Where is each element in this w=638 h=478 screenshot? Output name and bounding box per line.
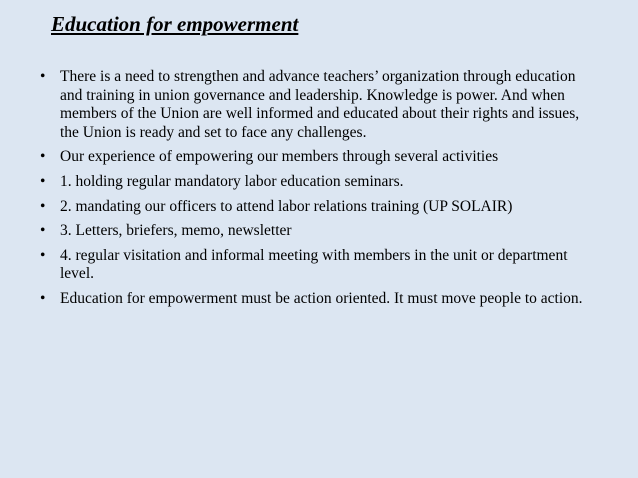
bullet-item bbox=[40, 222, 600, 241]
bullet-dot-icon: • bbox=[40, 197, 46, 215]
bullet-dot-icon: • bbox=[40, 172, 46, 190]
slide-title: Education for empowerment bbox=[51, 12, 299, 36]
bullet-dot-icon: • bbox=[40, 68, 46, 85]
bullet-text: Our experience of empowering our members through several activities bbox=[60, 148, 499, 166]
bullet-text: 4. regular visitation and informal meeting with members in the unit or department level. bbox=[60, 246, 568, 283]
bullet-item bbox=[40, 247, 600, 284]
bullet-dot-icon: • bbox=[40, 148, 46, 166]
bullet-dot-icon: • bbox=[40, 289, 46, 307]
bullet-text: 3. Letters, briefers, memo, newsletter bbox=[60, 222, 292, 240]
bullet-item bbox=[40, 148, 600, 167]
bullet-dot-icon: • bbox=[40, 222, 46, 240]
bullet-text: 2. mandating our officers to attend labor relations training (UP SOLAIR) bbox=[60, 197, 513, 215]
bullet-list bbox=[40, 68, 600, 315]
bullet-text: Education for empowerment must be action oriented. It must move people to action. bbox=[60, 289, 583, 307]
bullet-dot-icon: • bbox=[40, 246, 46, 264]
bullet-text: There is a need to strengthen and advance teachers’ organization through education and training in union governance and leadership. Knowledge is power. And when members of the Union are well informed and educated about their rights and issues, the Union is ready and set to face any challenges. bbox=[60, 68, 580, 141]
bullet-item bbox=[40, 68, 600, 142]
bullet-item bbox=[40, 198, 600, 217]
bullet-item bbox=[40, 290, 600, 309]
bullet-item bbox=[40, 173, 600, 192]
bullet-text: 1. holding regular mandatory labor education seminars. bbox=[60, 172, 404, 190]
